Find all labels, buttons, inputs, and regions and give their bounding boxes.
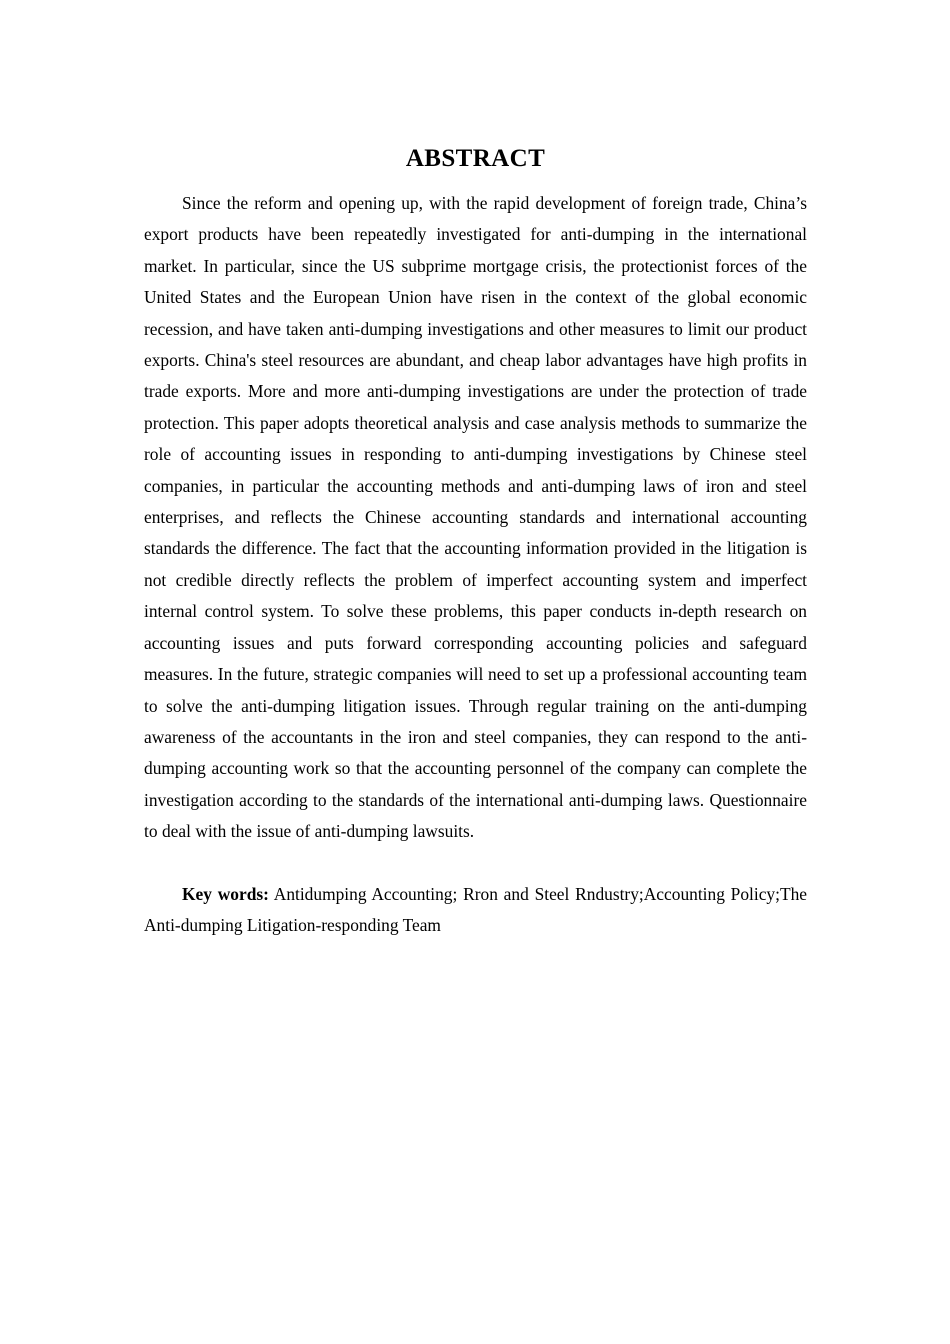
- keywords-paragraph: [144, 848, 807, 942]
- page-title: ABSTRACT: [405, 145, 546, 172]
- keywords-label: Key words:: [182, 883, 269, 904]
- abstract-paragraph: Since the reform and opening up, with the rapid development of foreign trade, China’s export products have been repeatedly investigated for anti-dumping in the international market. In particular, since the US subprime mortgage crisis, the protectionist forces of the United States and the European Union have risen in the context of the global economic recession, and have taken anti-dumping investigations and other measures to limit our product exports. China's steel resources are abundant, and cheap labor advantages have high profits in trade exports. More and more anti-dumping investigations are under the protection of trade protection. This paper adopts theoretical analysis and case analysis methods to summarize the role of accounting issues in responding to anti-dumping investigations by Chinese steel companies, in particular the accounting methods and anti-dumping laws of iron and steel enterprises, and reflects the Chinese accounting standards and international accounting standards the difference. The fact that the accounting information provided in the litigation is not credible directly reflects the problem of imperfect accounting system and imperfect internal control system. To solve these problems, this paper conducts in-depth research on accounting issues and puts forward corresponding accounting policies and safeguard measures. In the future, strategic companies will need to set up a professional accounting team to solve the anti-dumping litigation issues. Through regular training on the anti-dumping awareness of the accountants in the iron and steel companies, they can respond to the anti-dumping accounting work so that the accounting personnel of the company can complete the investigation according to the standards of the international anti-dumping laws. Questionnaire to deal with the issue of anti-dumping lawsuits.: [144, 193, 807, 842]
- keywords-value: Antidumping Accounting; Rron and Steel Rndustry;Accounting Policy;The Anti-dumping Litigation-responding Team: [144, 883, 807, 935]
- page-content: [144, 0, 807, 941]
